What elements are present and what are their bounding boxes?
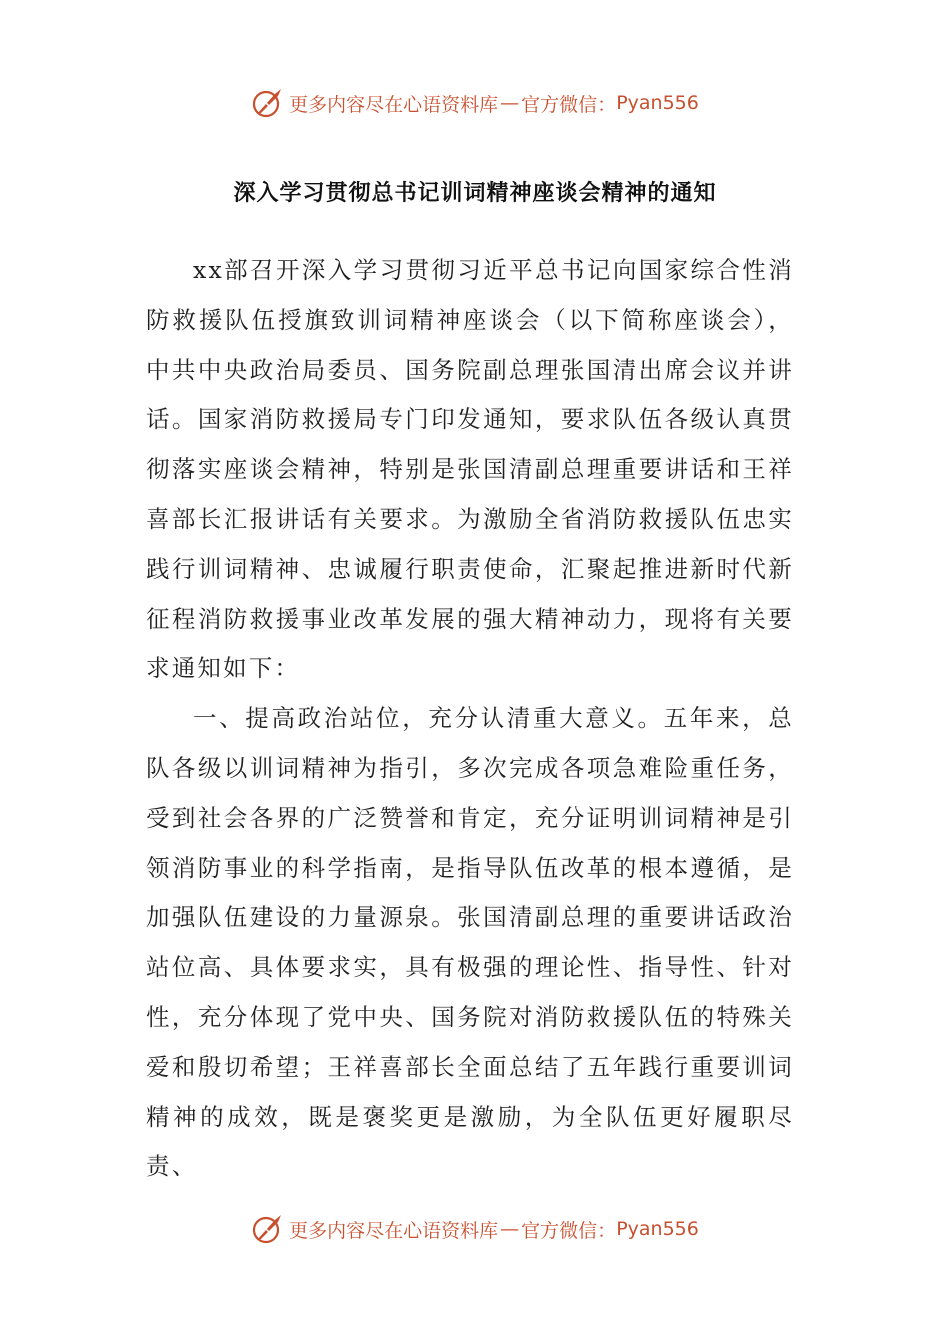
watermark-text: 更多内容尽在心语资料库	[289, 1219, 499, 1242]
watermark-wechat-id: Pyan556	[616, 1218, 699, 1240]
footer-watermark	[0, 1212, 950, 1246]
document-body	[146, 246, 794, 1192]
quill-logo-icon	[251, 86, 285, 120]
paragraph-section-1: 一、提高政治站位，充分认清重大意义。五年来，总队各级以训词精神为指引，多次完成各项急难险重任务，受到社会各界的广泛赞誉和肯定，充分证明训词精神是引领消防事业的科学指南，是指导队伍改革的根本遵循，是加强队伍建设的力量源泉。张国清副总理的重要讲话政治站位高、具体要求实，具有极强的理论性、指导性、针对性，充分体现了党中央、国务院对消防救援队伍的特殊关爱和殷切希望；王祥喜部长全面总结了五年践行重要训词精神的成效，既是褒奖更是激励，为全队伍更好履职尽责、	[146, 704, 794, 1181]
watermark-label: 官方微信：	[521, 1219, 617, 1242]
document-title: 深入学习贯彻总书记训词精神座谈会精神的通知	[233, 181, 717, 206]
watermark-text: 更多内容尽在心语资料库	[289, 93, 499, 116]
quill-logo-icon	[251, 1212, 285, 1246]
watermark-separator: —	[500, 92, 520, 114]
watermark-label: 官方微信：	[521, 93, 617, 116]
header-watermark	[0, 86, 950, 120]
paragraph-intro: xx部召开深入学习贯彻习近平总书记向国家综合性消防救援队伍授旗致训词精神座谈会（以下简称座谈会），中共中央政治局委员、国务院副总理张国清出席会议并讲话。国家消防救援局专门印发通知，要求队伍各级认真贯彻落实座谈会精神，特别是张国清副总理重要讲话和王祥喜部长汇报讲话有关要求。为激励全省消防救援队伍忠实践行训词精神、忠诚履行职责使命，汇聚起推进新时代新征程消防救援事业改革发展的强大精神动力，现将有关要求通知如下：	[146, 256, 794, 683]
watermark-separator: —	[500, 1218, 520, 1240]
watermark-wechat-id: Pyan556	[616, 92, 699, 114]
